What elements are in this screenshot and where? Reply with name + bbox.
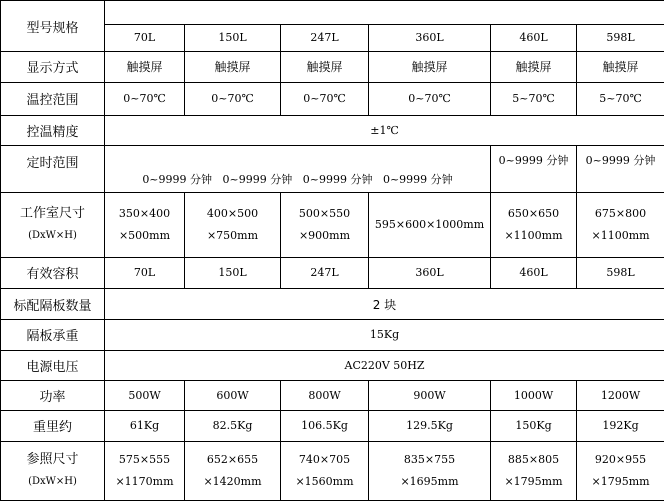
weight-value: 129.5Kg [369, 410, 491, 441]
chamber-label: 工作室尺寸 [19, 205, 85, 221]
model-value: 70L [105, 24, 185, 52]
weight-value: 61Kg [105, 410, 185, 441]
table-row [1, 257, 664, 289]
power-supply-label: 电源电压 [1, 350, 105, 381]
power-value: 800W [281, 381, 369, 411]
outer-value: 740×705 ×1560mm [281, 441, 369, 500]
temp-range-value: 0~70℃ [281, 82, 369, 115]
power-value: 900W [369, 381, 491, 411]
display-value: 触摸屏 [577, 52, 664, 83]
display-label: 显示方式 [1, 52, 105, 83]
display-value: 触摸屏 [185, 52, 281, 83]
outer-value: 652×655 ×1420mm [185, 441, 281, 500]
volume-value: 598L [577, 257, 664, 289]
outer-value: 920×955 ×1795mm [577, 441, 664, 500]
model-value: 598L [577, 24, 664, 52]
shelf-load-label: 隔板承重 [1, 319, 105, 350]
weight-value: 82.5Kg [185, 410, 281, 441]
table-row [1, 350, 664, 381]
table-row [1, 52, 664, 83]
volume-value: 150L [185, 257, 281, 289]
model-value: 360L [369, 24, 491, 52]
table-row [1, 146, 664, 193]
temp-range-value: 5~70℃ [577, 82, 664, 115]
power-label: 功率 [1, 381, 105, 411]
table-row [1, 441, 664, 500]
table-row [1, 1, 664, 25]
display-value: 触摸屏 [281, 52, 369, 83]
display-value: 触摸屏 [491, 52, 577, 83]
power-value: 600W [185, 381, 281, 411]
timer-value: 0~9999 分钟 [382, 173, 453, 187]
weight-value: 106.5Kg [281, 410, 369, 441]
table-row [1, 193, 664, 257]
timer-value: 0~9999 分钟 [302, 173, 373, 187]
volume-value: 70L [105, 257, 185, 289]
table-row [1, 82, 664, 115]
power-value: 500W [105, 381, 185, 411]
temp-range-value: 0~70℃ [105, 82, 185, 115]
chamber-value: 500×550 ×900mm [281, 193, 369, 257]
temp-range-value: 0~70℃ [369, 82, 491, 115]
table-row [1, 410, 664, 441]
timer-value: 0~9999 分钟 [142, 173, 213, 187]
table-row [1, 115, 664, 146]
volume-value: 360L [369, 257, 491, 289]
weight-value: 192Kg [577, 410, 664, 441]
chamber-value: 350×400 ×500mm [105, 193, 185, 257]
chamber-value: 650×650 ×1100mm [491, 193, 577, 257]
accuracy-label: 控温精度 [1, 115, 105, 146]
power-value: 1200W [577, 381, 664, 411]
volume-label: 有效容积 [1, 257, 105, 289]
power-supply-value: AC220V 50HZ [105, 350, 664, 381]
model-label: 型号规格 [1, 1, 105, 52]
chamber-value: 400×500 ×750mm [185, 193, 281, 257]
temp-range-value: 5~70℃ [491, 82, 577, 115]
chamber-sub: (DxW×H) [28, 229, 77, 241]
temp-range-label: 温控范围 [1, 82, 105, 115]
shelves-label: 标配隔板数量 [1, 289, 105, 320]
weight-value: 150Kg [491, 410, 577, 441]
table-row [1, 381, 664, 411]
table-row [1, 289, 664, 320]
chamber-value: 595×600×1000mm [369, 193, 491, 257]
shelves-value: 2 块 [105, 289, 664, 320]
model-value: 247L [281, 24, 369, 52]
weight-label: 重里约 [1, 410, 105, 441]
timer-value: 0~9999 分钟 [577, 146, 664, 193]
outer-value: 575×555 ×1170mm [105, 441, 185, 500]
chamber-value: 675×800 ×1100mm [577, 193, 664, 257]
outer-label-cell [1, 441, 105, 500]
shelf-load-value: 15Kg [105, 319, 664, 350]
outer-sub: (DxW×H) [28, 475, 77, 487]
timer-label: 定时范围 [1, 146, 105, 193]
display-value: 触摸屏 [105, 52, 185, 83]
volume-value: 247L [281, 257, 369, 289]
timer-value-group [105, 146, 491, 193]
timer-value: 0~9999 分钟 [222, 173, 293, 187]
volume-value: 460L [491, 257, 577, 289]
timer-value: 0~9999 分钟 [491, 146, 577, 193]
display-value: 触摸屏 [369, 52, 491, 83]
model-value: 460L [491, 24, 577, 52]
power-value: 1000W [491, 381, 577, 411]
chamber-label-cell [1, 193, 105, 257]
outer-label: 参照尺寸 [26, 451, 79, 467]
model-value: 150L [185, 24, 281, 52]
model-header-blank [105, 1, 664, 25]
outer-value: 835×755 ×1695mm [369, 441, 491, 500]
accuracy-value: ±1℃ [105, 115, 664, 146]
table-row [1, 319, 664, 350]
outer-value: 885×805 ×1795mm [491, 441, 577, 500]
temp-range-value: 0~70℃ [185, 82, 281, 115]
